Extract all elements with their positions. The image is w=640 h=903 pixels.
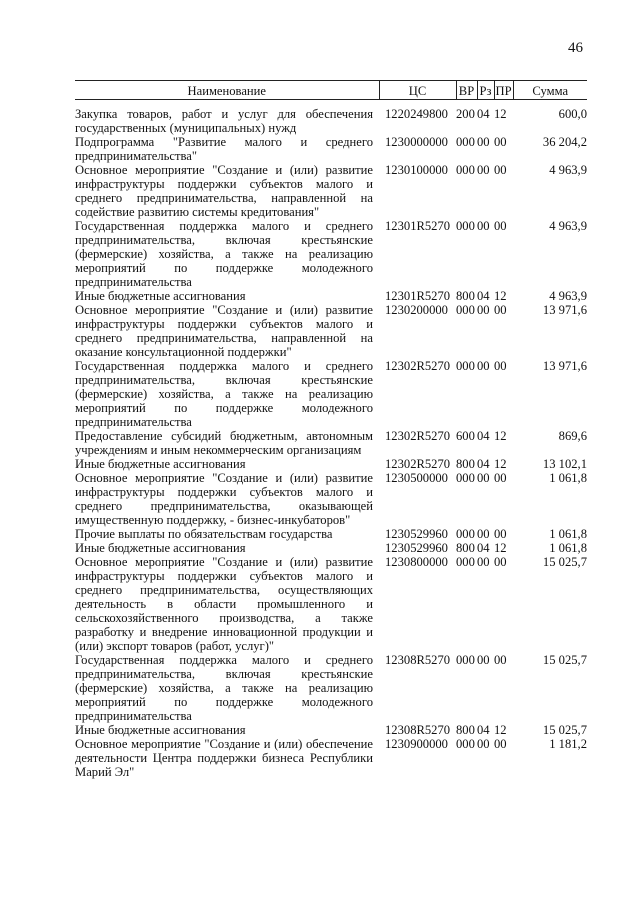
header-vr: ВР [456,81,477,100]
table-row [75,471,587,527]
row-name: Иные бюджетные ассигнования [75,457,246,471]
row-name: Предоставление субсидий бюджетным, автономным учреждениям и иным некоммерческим организациям [75,429,373,457]
row-sum: 869,6 [558,429,587,443]
header-spacer [75,100,587,108]
row-rz-code: 04 [477,107,490,121]
row-sum: 4 963,9 [549,219,587,233]
row-vr-code: 000 [456,653,475,667]
row-name: Иные бюджетные ассигнования [75,541,246,555]
row-sum: 4 963,9 [549,163,587,177]
row-rz-code: 04 [477,457,490,471]
table-row [75,555,587,653]
row-cs-code: 1220249800 [385,107,448,121]
row-pr-code: 12 [494,429,507,443]
row-vr-code: 800 [456,541,475,555]
header-rz: Рз [477,81,494,100]
row-pr-code: 00 [494,653,507,667]
table-body [75,107,587,779]
row-cs-code: 1230100000 [385,163,448,177]
row-name: Основное мероприятие "Создание и (или) развитие инфраструктуры поддержки субъектов малого и среднего предпринимательства, оказывающей имущественную поддержку, - бизнес-инкубаторов" [75,471,373,527]
row-name: Подпрограмма "Развитие малого и среднего предпринимательства" [75,135,373,163]
page-number: 46 [568,40,583,56]
table-row [75,737,587,779]
table-row [75,541,587,555]
row-vr-code: 200 [456,107,475,121]
row-sum: 15 025,7 [542,723,587,737]
row-cs-code: 12308R5270 [385,723,451,737]
row-cs-code: 12308R5270 [385,653,451,667]
row-rz-code: 04 [477,289,490,303]
row-vr-code: 000 [456,555,475,569]
row-vr-code: 000 [456,303,475,317]
row-sum: 15 025,7 [542,653,587,667]
row-cs-code: 12302R5270 [385,457,451,471]
row-rz-code: 00 [477,555,490,569]
row-name: Государственная поддержка малого и среднего предпринимательства, включая крестьянские (фермерские) хозяйства, а также на реализацию мероприятий по поддержке молодежного предпринимательства [75,653,373,723]
row-cs-code: 1230200000 [385,303,448,317]
row-vr-code: 000 [456,359,475,373]
row-cs-code: 12301R5270 [385,289,451,303]
row-rz-code: 00 [477,527,490,541]
budget-table [75,80,587,779]
table-row [75,135,587,163]
row-name: Основное мероприятие "Создание и (или) развитие инфраструктуры поддержки субъектов малого и среднего предпринимательства, направленной на содействие развитию системы кредитования" [75,163,373,219]
row-vr-code: 000 [456,135,475,149]
table-row [75,303,587,359]
row-vr-code: 800 [456,289,475,303]
row-sum: 1 061,8 [549,471,587,485]
row-sum: 600,0 [558,107,587,121]
row-pr-code: 00 [494,219,507,233]
row-name: Основное мероприятие "Создание и (или) обеспечение деятельности Центра поддержки бизнеса Республики Марий Эл" [75,737,373,779]
row-rz-code: 00 [477,737,490,751]
row-vr-code: 000 [456,737,475,751]
row-pr-code: 12 [494,107,507,121]
row-pr-code: 00 [494,471,507,485]
table-row [75,107,587,135]
row-pr-code: 00 [494,737,507,751]
row-pr-code: 12 [494,457,507,471]
row-cs-code: 1230529960 [385,541,448,555]
row-rz-code: 00 [477,359,490,373]
row-name: Иные бюджетные ассигнования [75,289,246,303]
row-pr-code: 12 [494,289,507,303]
table-row [75,163,587,219]
row-pr-code: 00 [494,135,507,149]
table-row [75,429,587,457]
row-cs-code: 1230000000 [385,135,448,149]
row-name: Иные бюджетные ассигнования [75,723,246,737]
row-rz-code: 00 [477,163,490,177]
row-pr-code: 00 [494,303,507,317]
table-row [75,359,587,429]
row-sum: 13 102,1 [542,457,587,471]
row-cs-code: 1230800000 [385,555,448,569]
table-header-row [75,81,587,100]
row-name: Закупка товаров, работ и услуг для обеспечения государственных (муниципальных) нужд [75,107,373,135]
row-cs-code: 1230900000 [385,737,448,751]
row-pr-code: 00 [494,359,507,373]
row-cs-code: 1230529960 [385,527,448,541]
row-cs-code: 1230500000 [385,471,448,485]
row-sum: 1 061,8 [549,541,587,555]
row-sum: 1 061,8 [549,527,587,541]
row-rz-code: 00 [477,303,490,317]
row-sum: 4 963,9 [549,289,587,303]
row-name: Прочие выплаты по обязательствам государства [75,527,333,541]
row-rz-code: 00 [477,653,490,667]
row-vr-code: 000 [456,527,475,541]
row-pr-code: 12 [494,723,507,737]
row-pr-code: 12 [494,541,507,555]
row-pr-code: 00 [494,555,507,569]
table-row [75,289,587,303]
header-sum: Сумма [513,81,587,100]
row-sum: 13 971,6 [542,359,587,373]
table-row [75,219,587,289]
row-name: Основное мероприятие "Создание и (или) развитие инфраструктуры поддержки субъектов малого и среднего предпринимательства, осуществляющих деятельность в области промышленного и сельскохозяйственного производства, а также разработку и внедрение инновационной продукции и (или) экспорт товаров (работ, услуг)" [75,555,373,653]
row-cs-code: 12302R5270 [385,429,451,443]
row-pr-code: 00 [494,163,507,177]
row-rz-code: 00 [477,471,490,485]
row-rz-code: 04 [477,541,490,555]
row-name: Основное мероприятие "Создание и (или) развитие инфраструктуры поддержки субъектов малого и среднего предпринимательства, направленной на оказание консультационной поддержки" [75,303,373,359]
row-vr-code: 000 [456,219,475,233]
table-row [75,723,587,737]
row-sum: 15 025,7 [542,555,587,569]
row-cs-code: 12301R5270 [385,219,451,233]
row-cs-code: 12302R5270 [385,359,451,373]
row-pr-code: 00 [494,527,507,541]
row-rz-code: 00 [477,219,490,233]
row-sum: 13 971,6 [542,303,587,317]
table-row [75,457,587,471]
table-row [75,653,587,723]
table-row [75,527,587,541]
row-vr-code: 800 [456,723,475,737]
row-name: Государственная поддержка малого и среднего предпринимательства, включая крестьянские (фермерские) хозяйства, а также на реализацию мероприятий по поддержке молодежного предпринимательства [75,219,373,289]
row-vr-code: 000 [456,163,475,177]
row-name: Государственная поддержка малого и среднего предпринимательства, включая крестьянские (фермерские) хозяйства, а также на реализацию мероприятий по поддержке молодежного предпринимательства [75,359,373,429]
row-rz-code: 04 [477,429,490,443]
header-pr: ПР [494,81,513,100]
row-sum: 1 181,2 [549,737,587,751]
row-vr-code: 600 [456,429,475,443]
header-cs: ЦС [379,81,456,100]
row-rz-code: 04 [477,723,490,737]
row-rz-code: 00 [477,135,490,149]
row-vr-code: 800 [456,457,475,471]
row-vr-code: 000 [456,471,475,485]
row-sum: 36 204,2 [542,135,587,149]
header-name: Наименование [75,81,379,100]
